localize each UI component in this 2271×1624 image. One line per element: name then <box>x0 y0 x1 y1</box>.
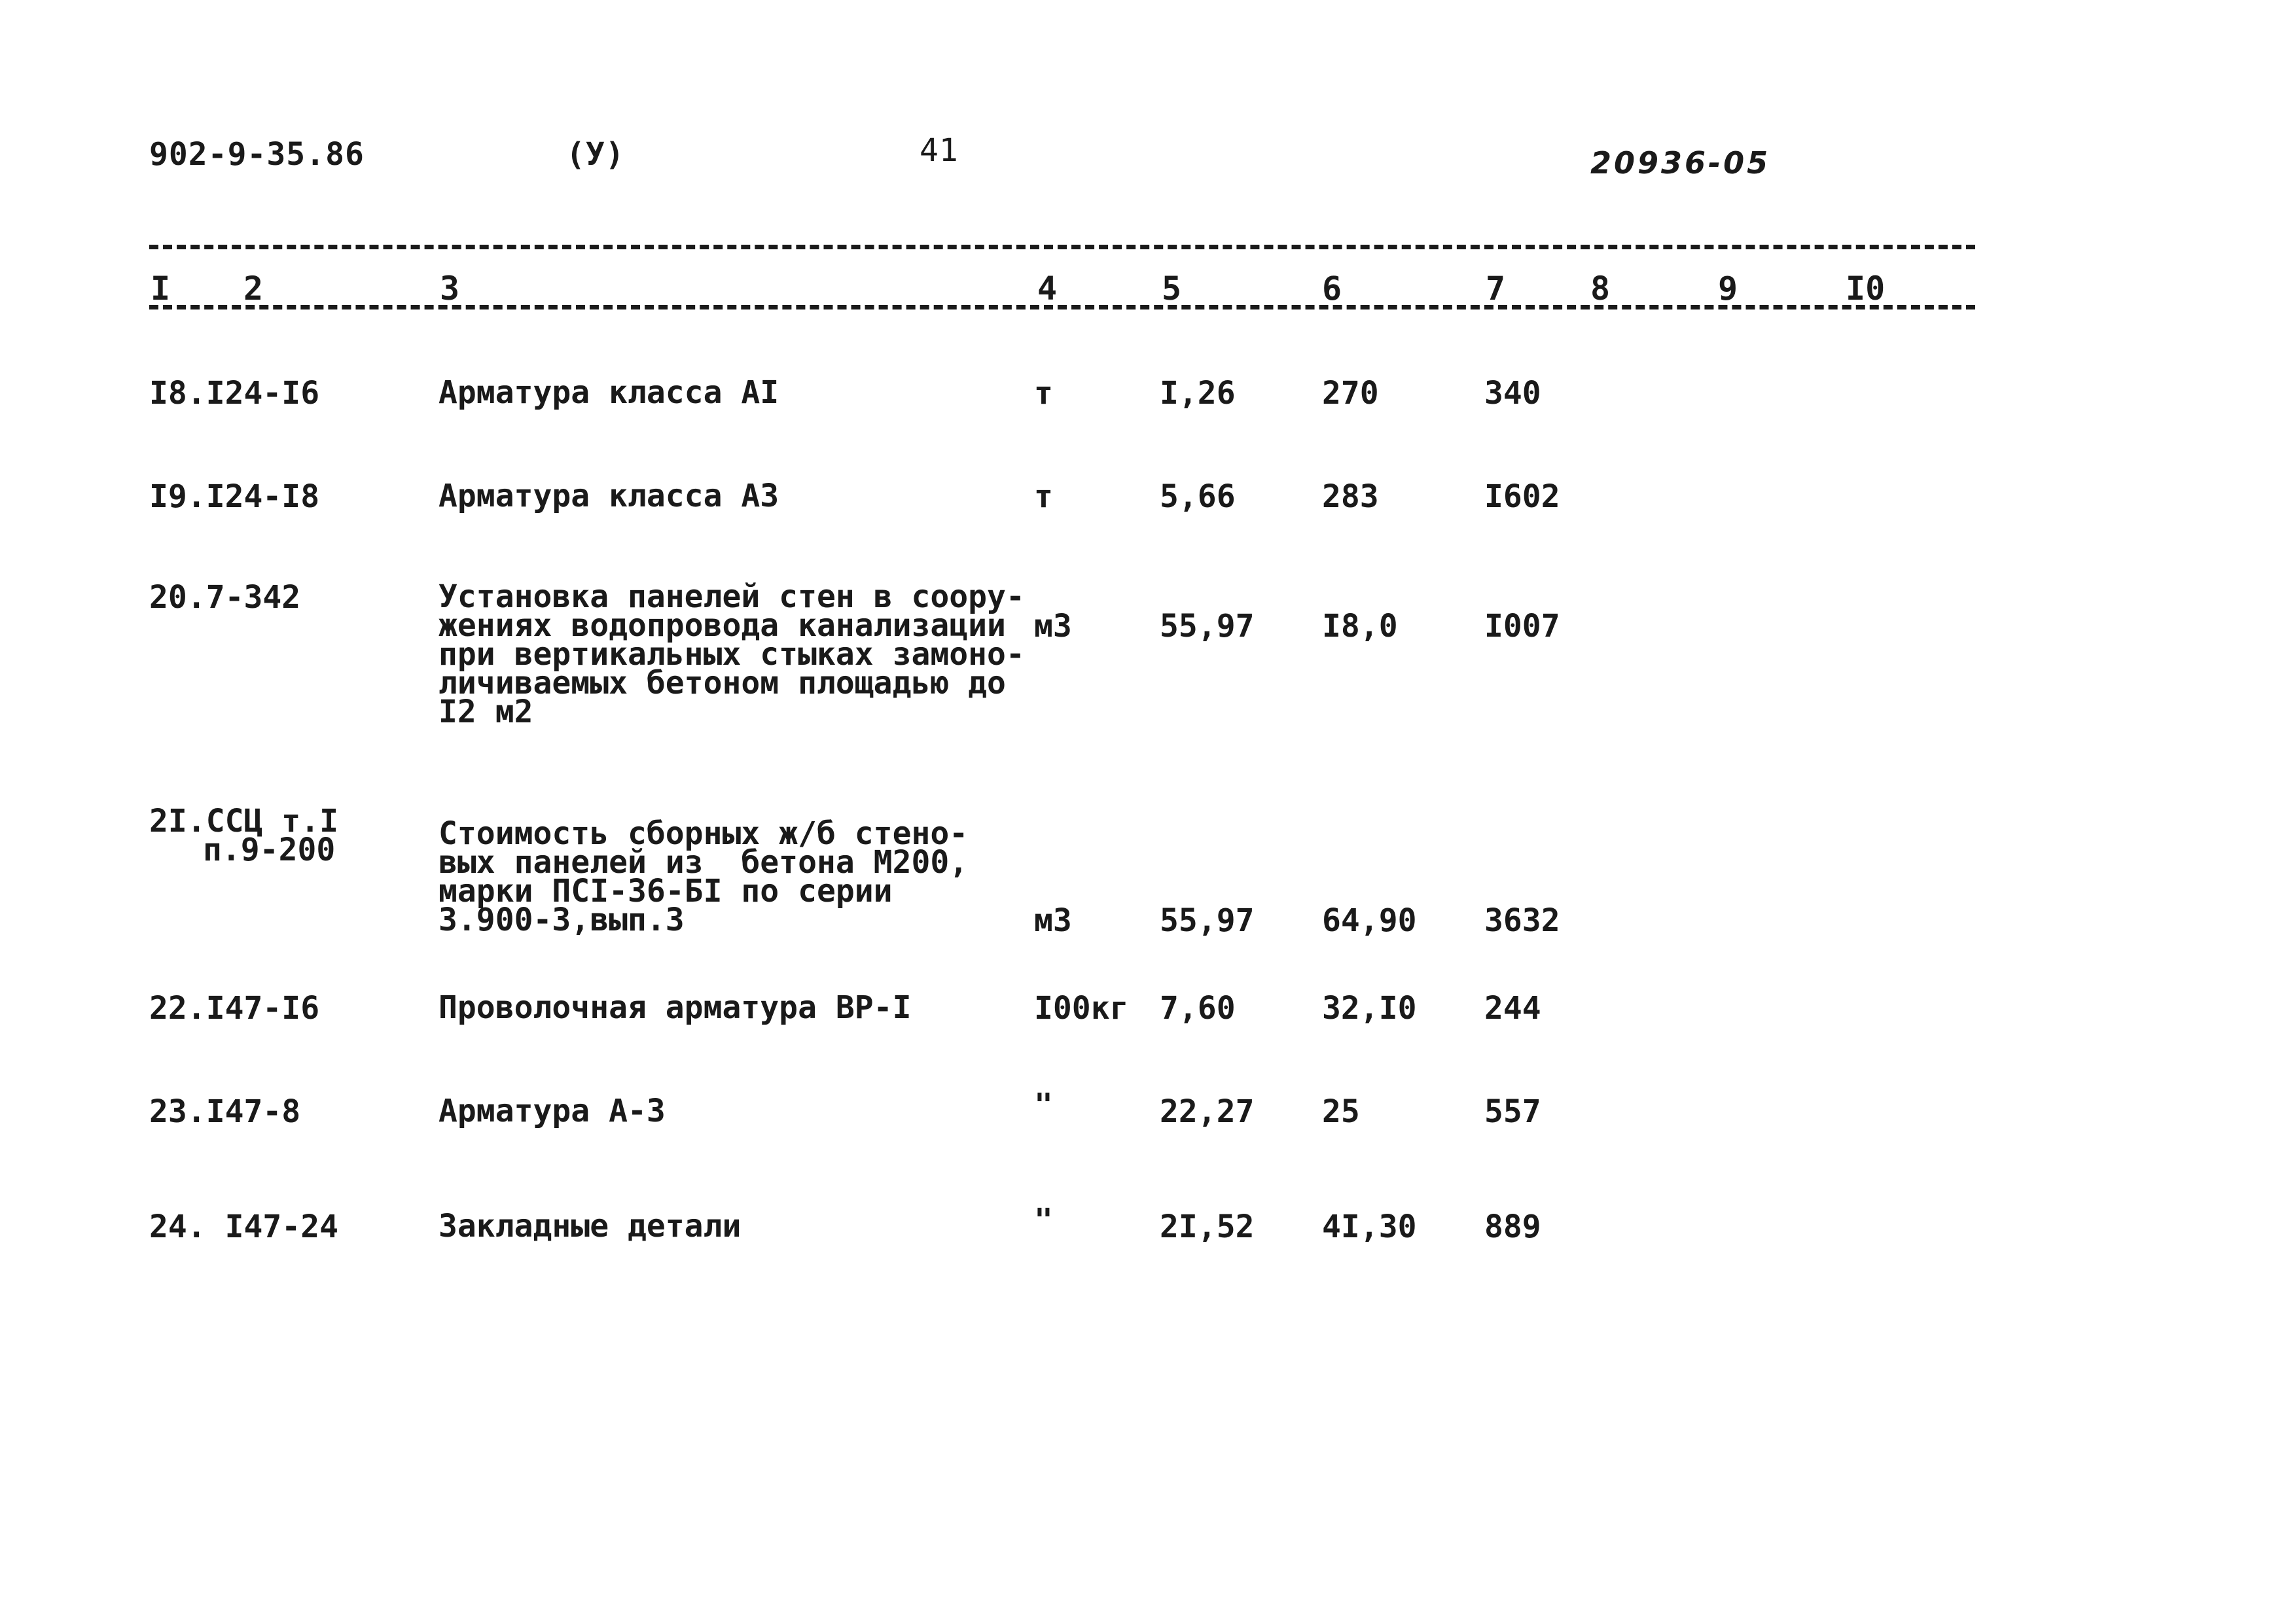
column-number: 5 <box>1162 270 1182 308</box>
inventory-number: 20936-05 <box>1590 145 1771 181</box>
row-description: Арматура класса А3 <box>438 478 779 514</box>
row-price: 32,I0 <box>1322 990 1417 1027</box>
column-number: 3 <box>440 270 460 308</box>
row-total: 340 <box>1484 375 1541 412</box>
row-price: 25 <box>1322 1093 1360 1130</box>
column-number: I <box>151 270 171 308</box>
row-total: I007 <box>1484 608 1560 644</box>
row-quantity: 2I,52 <box>1160 1209 1255 1245</box>
row-code: 22.I47-I6 <box>149 990 320 1027</box>
column-number: 9 <box>1718 270 1738 308</box>
row-code-line2: п.9-200 <box>203 832 336 868</box>
row-code: I9.I24-I8 <box>149 478 320 515</box>
row-description: личиваемых бетоном площадью до <box>438 665 1006 701</box>
row-description: Арматура класса АI <box>438 374 779 411</box>
row-code: 23.I47-8 <box>149 1093 301 1130</box>
row-quantity: 55,97 <box>1160 608 1255 644</box>
row-unit: м3 <box>1034 608 1072 644</box>
row-description: жениях водопровода канализации <box>438 607 1006 644</box>
column-number: I0 <box>1846 270 1886 308</box>
row-code: I8.I24-I6 <box>149 375 320 412</box>
row-quantity: 22,27 <box>1160 1093 1255 1130</box>
row-description: Стоимость сборных ж/б стено- <box>438 815 969 852</box>
row-description: марки ПСI-36-БI по серии <box>438 873 893 909</box>
page-number: 41 <box>920 132 959 169</box>
row-total: 889 <box>1484 1209 1541 1245</box>
column-number: 7 <box>1486 270 1506 308</box>
row-description: вых панелей из бетона М200, <box>438 844 969 881</box>
row-code: 2I.ССЦ т.I <box>149 803 338 839</box>
row-quantity: I,26 <box>1160 375 1236 412</box>
row-description: Проволочная арматура ВР-I <box>438 989 912 1026</box>
row-quantity: 7,60 <box>1160 990 1236 1027</box>
row-price: I8,0 <box>1322 608 1398 644</box>
table-top-rule <box>149 245 1975 249</box>
row-price: 4I,30 <box>1322 1209 1417 1245</box>
row-quantity: 55,97 <box>1160 902 1255 939</box>
row-code: 24. I47-24 <box>149 1209 338 1245</box>
row-unit: м3 <box>1034 902 1072 939</box>
row-total: 244 <box>1484 990 1541 1027</box>
row-unit: " <box>1034 1202 1053 1239</box>
row-description: Установка панелей стен в соору- <box>438 578 1025 615</box>
row-description: Закладные детали <box>438 1208 742 1244</box>
row-total: I602 <box>1484 478 1560 515</box>
row-price: 64,90 <box>1322 902 1417 939</box>
row-quantity: 5,66 <box>1160 478 1236 515</box>
row-description: Арматура А-3 <box>438 1093 666 1129</box>
row-description: 3.900-3,вып.3 <box>438 902 685 938</box>
row-unit: " <box>1034 1087 1053 1123</box>
row-total: 557 <box>1484 1093 1541 1130</box>
row-total: 3632 <box>1484 902 1560 939</box>
row-description: I2 м2 <box>438 694 533 730</box>
row-code: 20.7-342 <box>149 579 301 616</box>
section-marker: (У) <box>566 136 625 173</box>
table-header-rule <box>149 305 1975 309</box>
document-code: 902-9-35.86 <box>149 136 365 173</box>
row-unit: I00кг <box>1034 990 1129 1027</box>
row-description: при вертикальных стыках замоно- <box>438 636 1025 673</box>
row-price: 270 <box>1322 375 1379 412</box>
row-price: 283 <box>1322 478 1379 515</box>
column-number: 8 <box>1590 270 1611 308</box>
column-number: 6 <box>1322 270 1342 308</box>
row-unit: т <box>1034 375 1053 412</box>
row-unit: т <box>1034 478 1053 515</box>
column-number: 2 <box>243 270 264 308</box>
column-number: 4 <box>1037 270 1058 308</box>
